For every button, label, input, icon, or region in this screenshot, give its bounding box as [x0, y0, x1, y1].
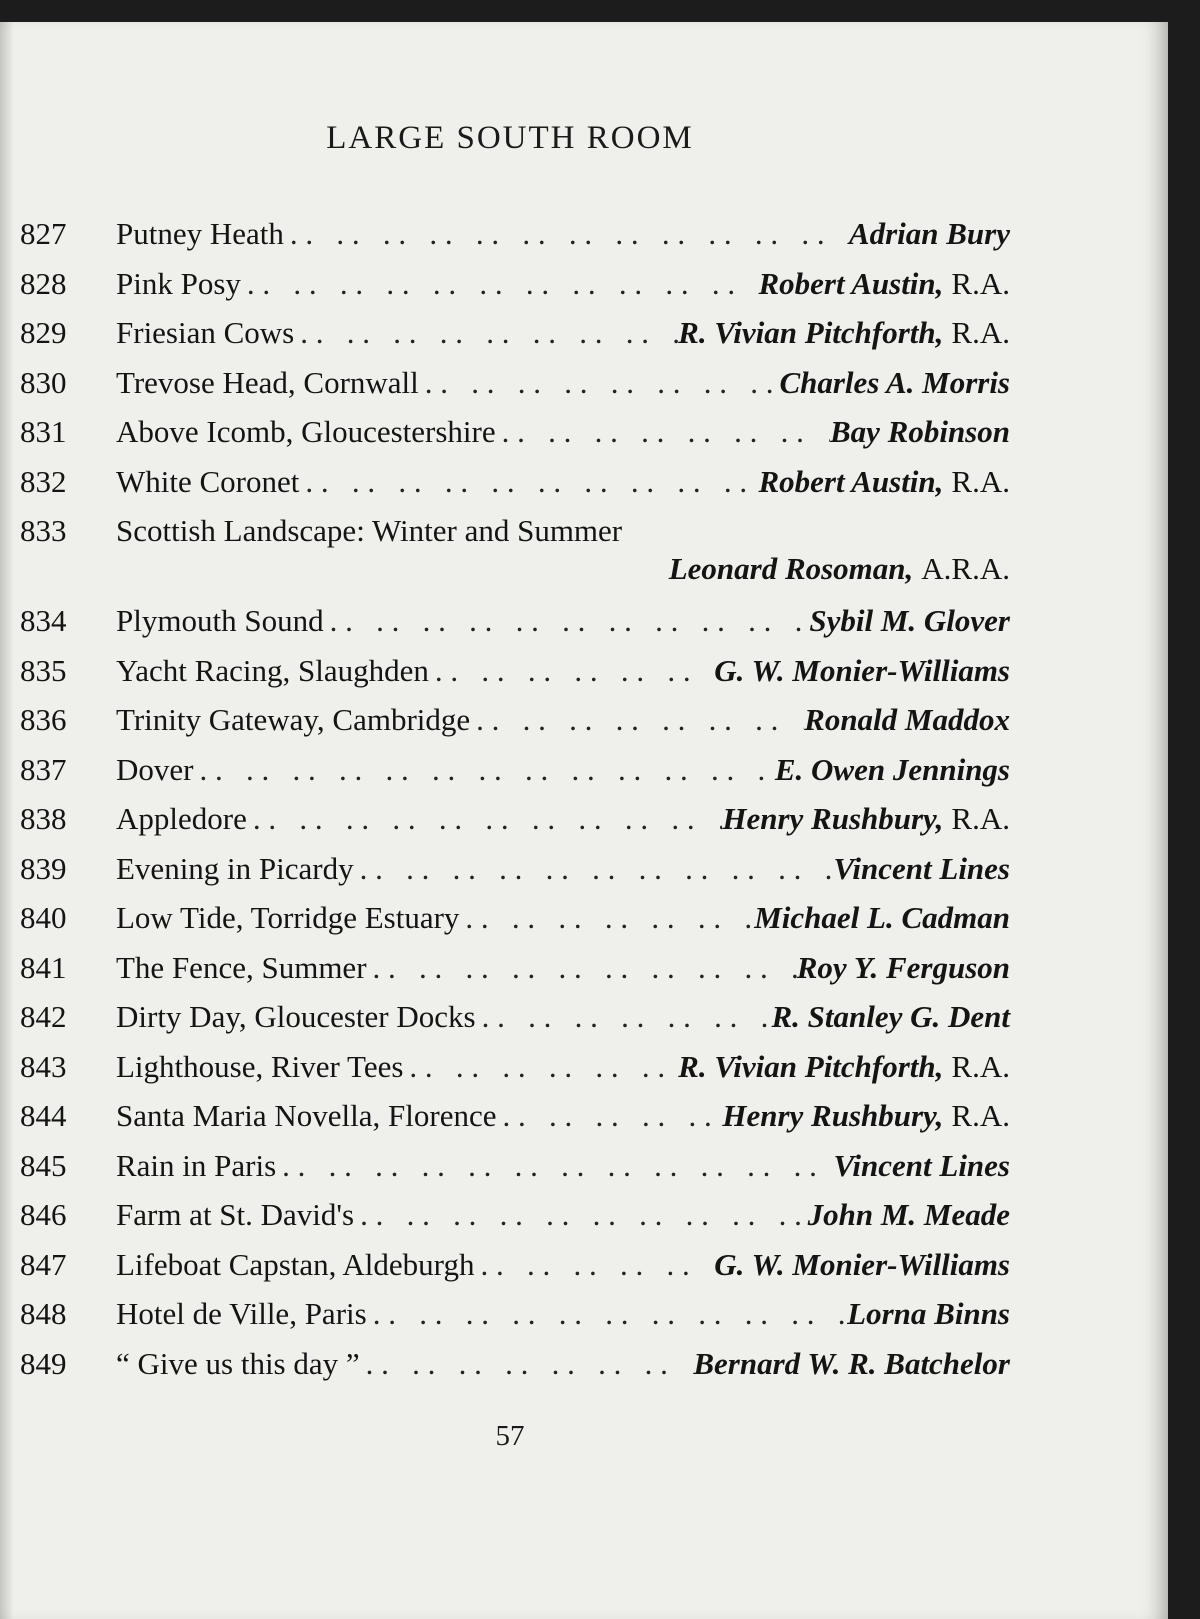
entry-artist: Henry Rushbury, — [722, 1098, 944, 1133]
entry-honour: R.A. — [951, 801, 1010, 836]
entry-artist: R. Stanley G. Dent — [771, 999, 1010, 1034]
dot-leader — [354, 1195, 808, 1235]
entry-title: Trinity Gateway, Cambridge — [116, 702, 471, 737]
catalogue-entry — [20, 1047, 1010, 1097]
entry-title: Low Tide, Torridge Estuary — [116, 900, 460, 935]
catalogue-page — [0, 22, 1168, 1619]
page-number: 57 — [495, 1420, 525, 1452]
dot-leader — [241, 264, 759, 304]
entry-artist: Roy Y. Ferguson — [796, 949, 1010, 985]
dot-leader — [367, 948, 797, 988]
catalogue-entry — [20, 799, 1010, 849]
entry-artist: Vincent Lines — [833, 850, 1010, 886]
dot-leader — [474, 1245, 714, 1285]
entry-title: Lighthouse, River Tees — [116, 1048, 404, 1084]
entry-title: Above Icomb, Gloucestershire — [116, 414, 496, 449]
entry-artist: R. Vivian Pitchforth, — [678, 1048, 944, 1084]
catalogue-entry — [20, 898, 1010, 948]
entry-number: 835 — [20, 652, 67, 688]
entry-title: Pink Posy — [116, 265, 241, 301]
catalogue-entry — [20, 1096, 1010, 1146]
spine-shadow — [0, 22, 14, 1619]
entry-title: Evening in Picardy — [116, 850, 354, 886]
catalogue-entry — [20, 700, 1010, 750]
entry-title: Farm at St. David's — [116, 1197, 355, 1232]
entry-number: 844 — [20, 1098, 67, 1133]
entry-number: 838 — [20, 801, 67, 836]
dot-leader — [429, 651, 714, 691]
entry-title: Yacht Racing, Slaughden — [116, 652, 429, 688]
entry-title: Lifeboat Capstan, Aldeburgh — [116, 1246, 475, 1282]
entry-number: 834 — [20, 603, 67, 638]
entry-artist: R. Vivian Pitchforth, — [678, 315, 944, 350]
catalogue-entry — [20, 750, 1010, 800]
entry-artist: Adrian Bury — [848, 216, 1010, 251]
entry-artist: Robert Austin, — [758, 463, 944, 499]
entry-number: 843 — [20, 1048, 67, 1084]
dot-leader — [294, 313, 678, 353]
entry-artist: Bay Robinson — [829, 414, 1010, 449]
entry-number: 830 — [20, 364, 67, 400]
dot-leader — [354, 849, 834, 889]
entry-number: 833 — [20, 513, 67, 548]
catalogue-entry — [20, 1245, 1010, 1295]
catalogue-entry — [20, 1195, 1010, 1245]
entry-number: 829 — [20, 315, 67, 350]
dot-leader — [496, 412, 830, 452]
dot-leader — [470, 700, 804, 740]
entry-artist: Lorna Binns — [847, 1296, 1010, 1331]
entry-honour: A.R.A. — [921, 551, 1010, 586]
entry-artist: Charles A. Morris — [779, 364, 1010, 400]
entry-title: The Fence, Summer — [116, 949, 367, 985]
catalogue-entry — [20, 997, 1010, 1047]
entry-number: 839 — [20, 850, 67, 886]
catalogue-entry — [20, 601, 1010, 651]
catalogue-entry — [20, 1146, 1010, 1196]
entry-artist: G. W. Monier-Williams — [714, 652, 1010, 688]
entry-number: 845 — [20, 1147, 67, 1183]
entry-title: Dirty Day, Gloucester Docks — [116, 999, 476, 1034]
entry-number: 832 — [20, 463, 67, 499]
dot-leader — [419, 363, 780, 403]
entry-artist: Bernard W. R. Batchelor — [693, 1345, 1010, 1381]
entry-artist: John M. Meade — [807, 1197, 1010, 1232]
entry-artist: G. W. Monier-Williams — [714, 1246, 1010, 1282]
dot-leader — [299, 462, 758, 502]
dot-leader — [193, 750, 774, 790]
entry-number: 847 — [20, 1246, 67, 1282]
catalogue-entry — [20, 363, 1010, 413]
catalogue-entry — [20, 849, 1010, 899]
entry-number: 836 — [20, 702, 67, 737]
entry-title: Rain in Paris — [116, 1147, 277, 1183]
catalogue-entry — [20, 313, 1010, 363]
entry-title: Hotel de Ville, Paris — [116, 1296, 367, 1331]
entry-honour: R.A. — [951, 1098, 1010, 1133]
entry-number: 841 — [20, 949, 67, 985]
catalogue-entry — [20, 511, 1010, 601]
catalogue-entry — [20, 1294, 1010, 1344]
dot-leader — [403, 1047, 678, 1087]
entry-title: Dover — [116, 751, 194, 787]
entry-honour: R.A. — [951, 265, 1010, 301]
entry-title: “ Give us this day ” — [116, 1345, 360, 1381]
entry-number: 831 — [20, 414, 67, 449]
catalogue-entry — [20, 1344, 1010, 1394]
dot-leader — [284, 214, 849, 254]
entry-artist: Ronald Maddox — [804, 702, 1010, 737]
entry-number: 848 — [20, 1296, 67, 1331]
entry-title: White Coronet — [116, 463, 300, 499]
catalogue-entry — [20, 264, 1010, 314]
entry-artist: Sybil M. Glover — [809, 603, 1010, 638]
entry-number: 840 — [20, 900, 67, 935]
entry-number: 842 — [20, 999, 67, 1034]
catalogue-entry — [20, 651, 1010, 701]
entry-honour: R.A. — [951, 1048, 1010, 1084]
entry-title: Plymouth Sound — [116, 603, 324, 638]
entry-title: Santa Maria Novella, Florence — [116, 1098, 497, 1133]
dot-leader — [247, 799, 723, 839]
entry-artist: Vincent Lines — [833, 1147, 1010, 1183]
entry-artist: E. Owen Jennings — [774, 751, 1010, 787]
entry-number: 846 — [20, 1197, 67, 1232]
entry-number: 828 — [20, 265, 67, 301]
dot-leader — [496, 1096, 722, 1136]
entry-title: Putney Heath — [116, 216, 284, 251]
entry-number: 827 — [20, 216, 67, 251]
catalogue-entry — [20, 412, 1010, 462]
entry-title: Appledore — [116, 801, 247, 836]
catalogue-entry — [20, 462, 1010, 512]
dot-leader — [276, 1146, 833, 1186]
entry-artist: Leonard Rosoman, — [668, 551, 914, 586]
entry-list — [20, 214, 1010, 1393]
room-heading: LARGE SOUTH ROOM — [326, 120, 694, 156]
catalogue-entry — [20, 214, 1010, 264]
entry-number: 849 — [20, 1345, 67, 1381]
entry-title: Scottish Landscape: Winter and Summer — [116, 513, 623, 548]
entry-artist: Robert Austin, — [758, 265, 944, 301]
dot-leader — [360, 1344, 694, 1384]
entry-title: Friesian Cows — [116, 315, 295, 350]
entry-title: Trevose Head, Cornwall — [116, 364, 419, 400]
dot-leader — [459, 898, 754, 938]
entry-number: 837 — [20, 751, 67, 787]
dot-leader — [324, 601, 810, 641]
dot-leader — [476, 997, 772, 1037]
catalogue-entry — [20, 948, 1010, 998]
entry-honour: R.A. — [951, 463, 1010, 499]
entry-artist: Michael L. Cadman — [754, 900, 1010, 935]
entry-honour: R.A. — [951, 315, 1010, 350]
entry-artist: Henry Rushbury, — [722, 801, 944, 836]
dot-leader — [367, 1294, 847, 1334]
